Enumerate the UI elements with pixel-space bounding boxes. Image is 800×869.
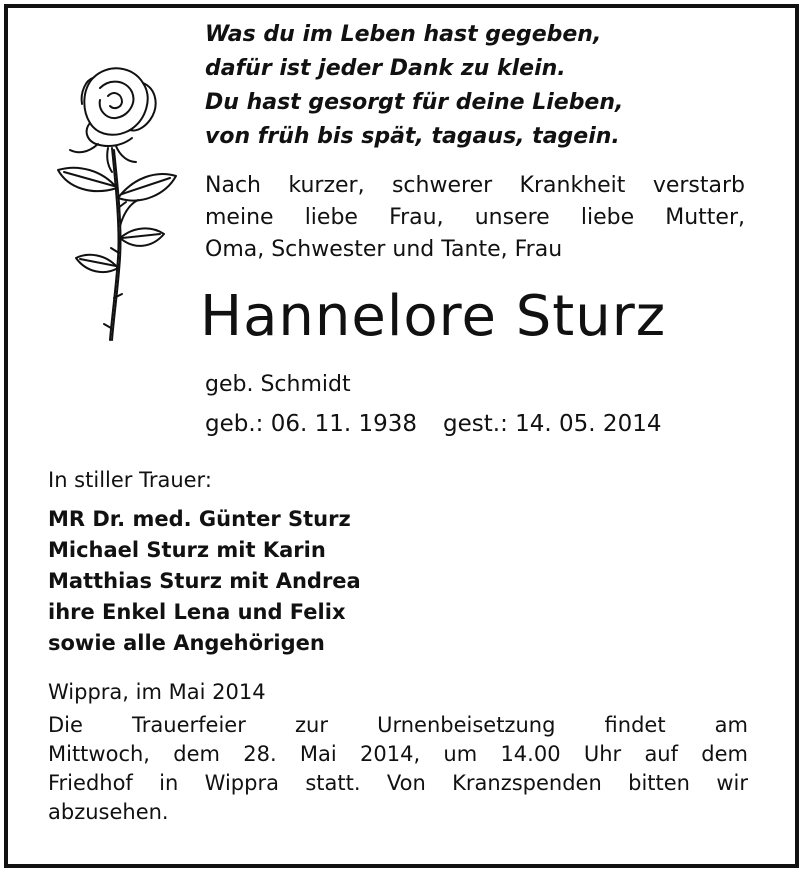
birth-date: geb.: 06. 11. 1938 — [205, 411, 418, 437]
intro-line: Nach kurzer, schwerer Krankheit verstarb — [205, 173, 745, 198]
death-date: gest.: 14. 05. 2014 — [443, 411, 662, 437]
funeral-line: Friedhof in Wippra statt. Von Kranzspenden bitten wir — [48, 771, 748, 795]
mourning-heading: In stiller Trauer: — [48, 468, 212, 492]
poem-line: Was du im Leben hast gegeben, — [205, 22, 602, 47]
death-announcement-intro — [205, 170, 745, 266]
place-date: Wippra, im Mai 2014 — [48, 680, 266, 704]
poem-line: dafür ist jeder Dank zu klein. — [205, 56, 566, 81]
poem-line: Du hast gesorgt für deine Lieben, — [205, 90, 624, 115]
mourner-name: sowie alle Angehörigen — [48, 631, 325, 655]
rose-icon — [38, 58, 188, 348]
maiden-name: geb. Schmidt — [205, 372, 351, 397]
mourners-list — [48, 504, 361, 659]
mourner-name: ihre Enkel Lena und Felix — [48, 600, 346, 624]
life-dates — [205, 406, 661, 442]
funeral-line: Die Trauerfeier zur Urnenbeisetzung findet am — [48, 713, 748, 737]
funeral-line: abzusehen. — [48, 800, 169, 824]
mourner-name: MR Dr. med. Günter Sturz — [48, 507, 351, 531]
funeral-line: Mittwoch, dem 28. Mai 2014, um 14.00 Uhr auf dem — [48, 742, 748, 766]
mourner-name: Michael Sturz mit Karin — [48, 538, 326, 562]
funeral-details — [48, 711, 748, 827]
intro-line: Oma, Schwester und Tante, Frau — [205, 237, 563, 262]
intro-line: meine liebe Frau, unsere liebe Mutter, — [205, 205, 745, 230]
mourner-name: Matthias Sturz mit Andrea — [48, 569, 361, 593]
poem-verse — [205, 18, 765, 154]
poem-line: von früh bis spät, tagaus, tagein. — [205, 124, 620, 149]
deceased-name: Hannelore Sturz — [200, 284, 667, 349]
